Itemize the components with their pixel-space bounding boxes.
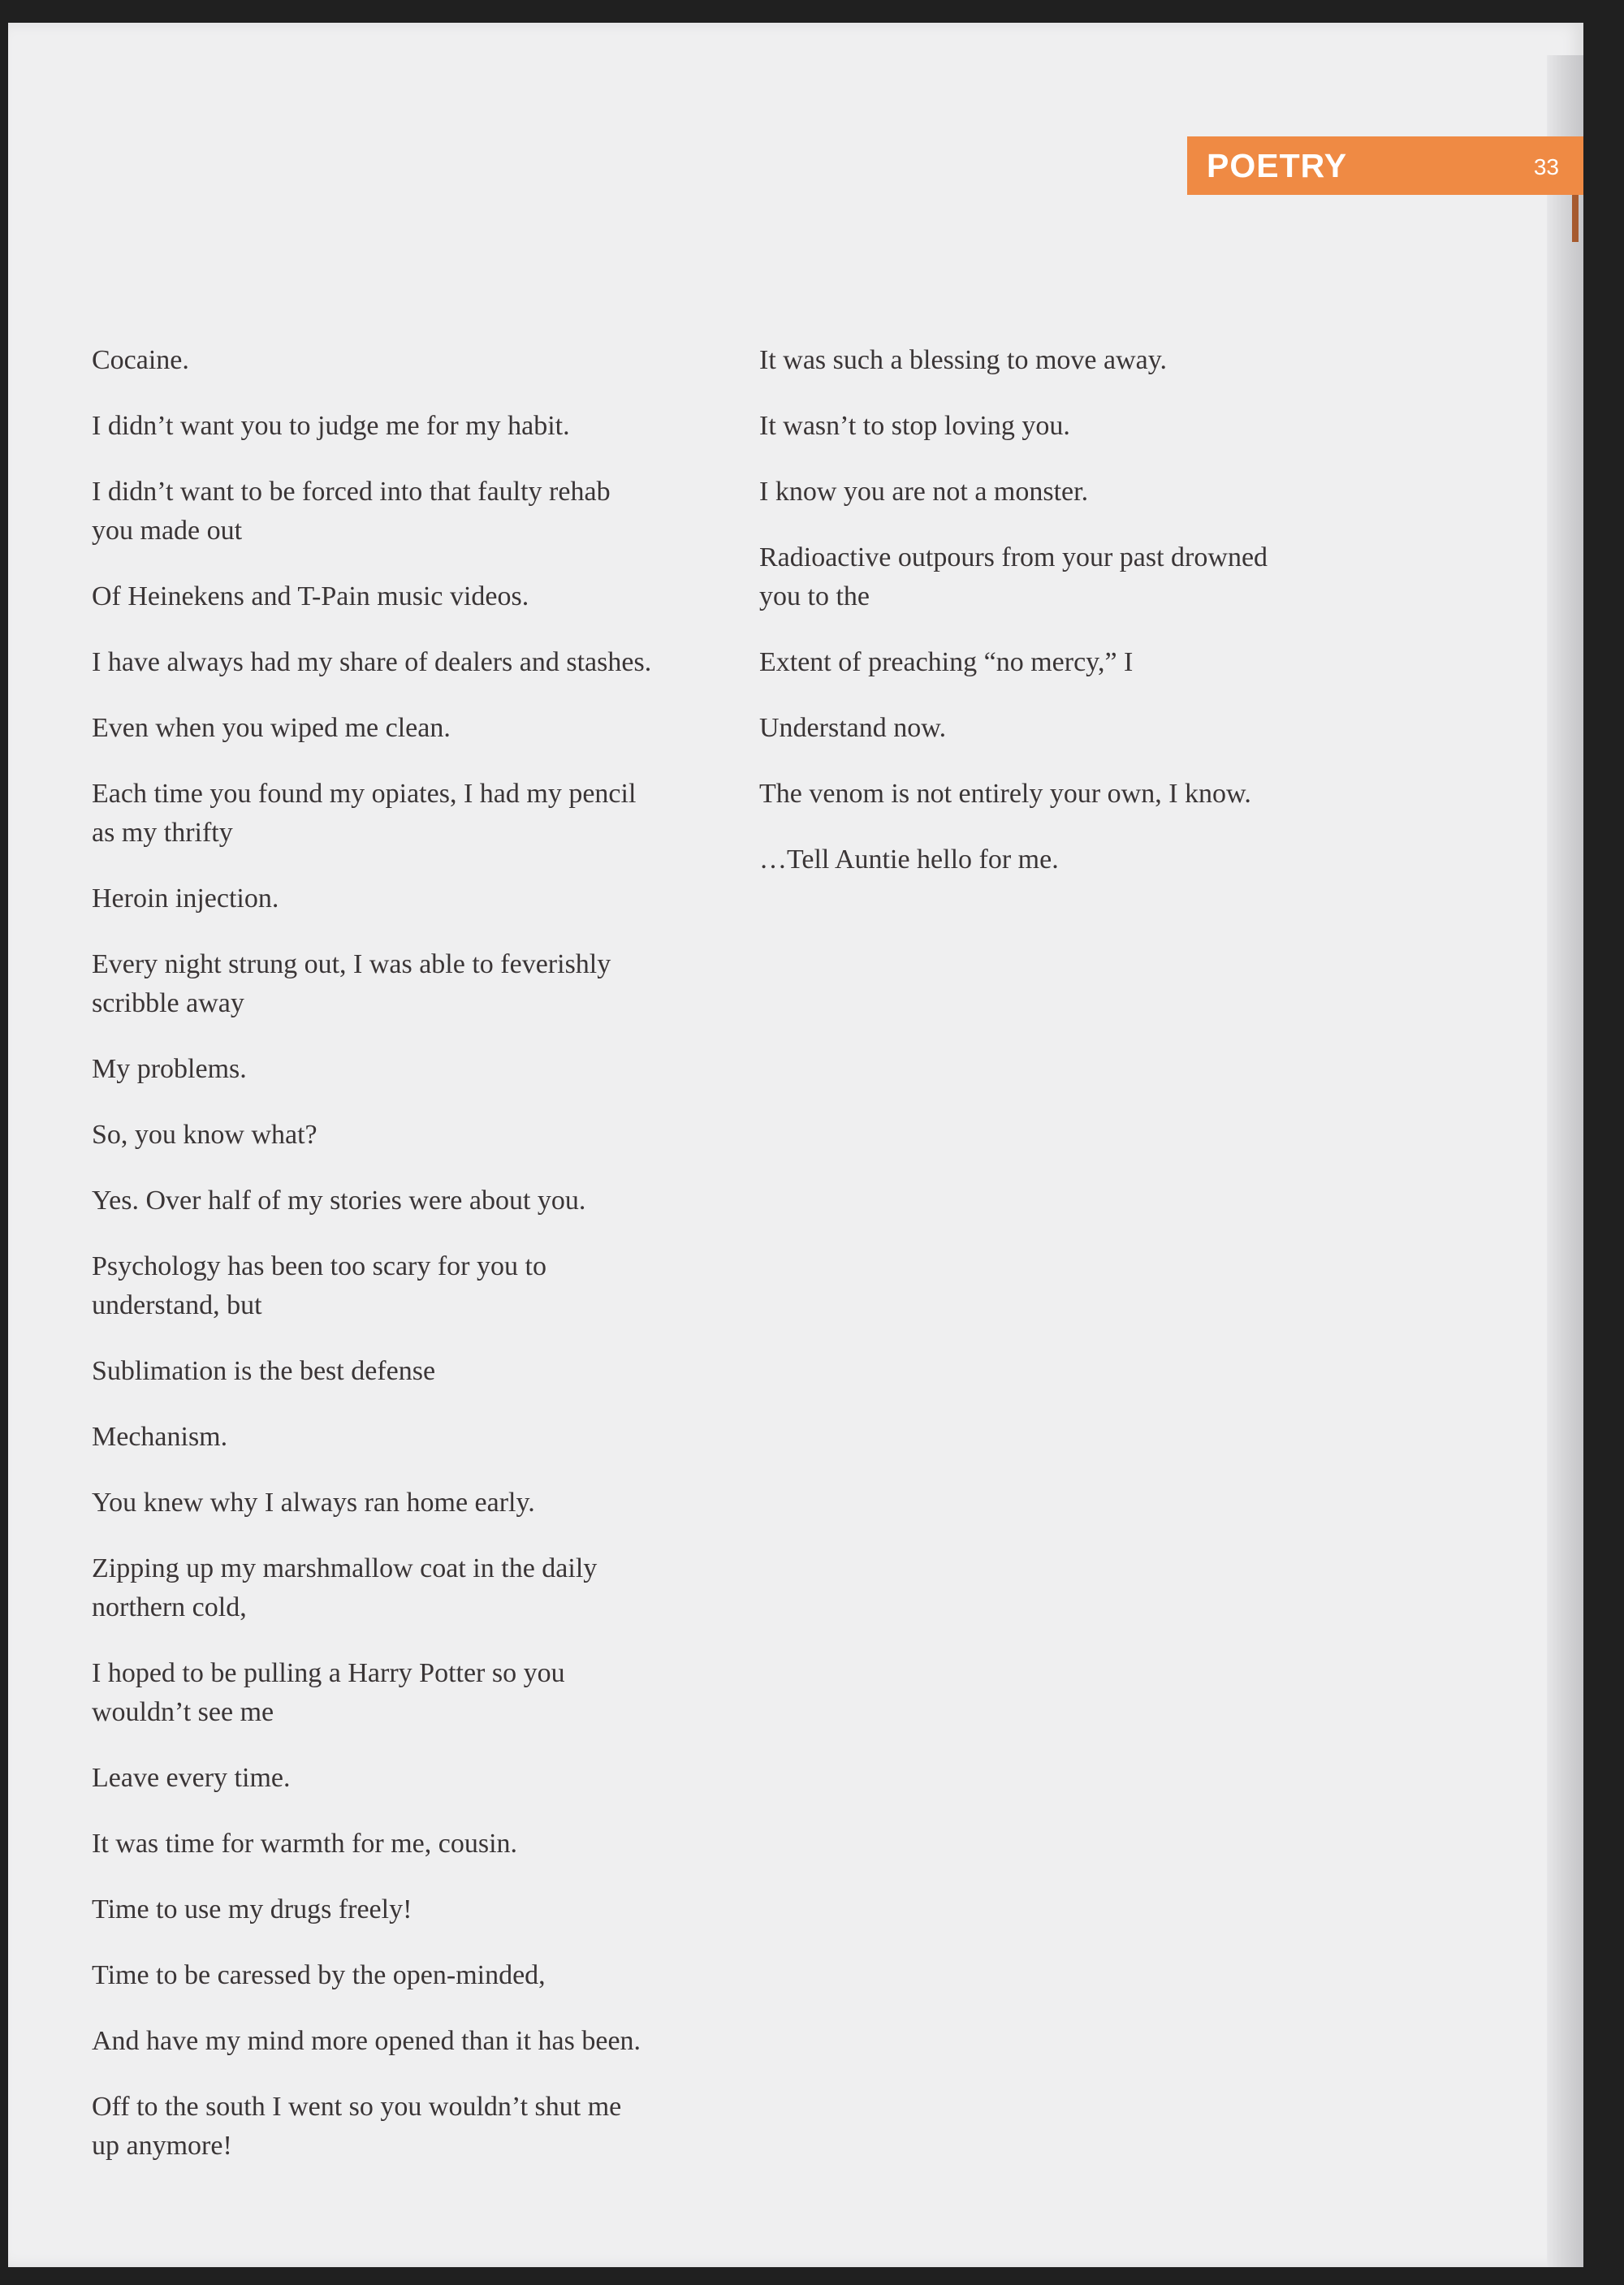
poem-line-text: Understand now. xyxy=(759,713,947,743)
poem-line xyxy=(92,945,685,1023)
poem-line xyxy=(759,775,1328,814)
poem-line xyxy=(92,1484,685,1523)
poem-line-text: understand, but xyxy=(92,1290,262,1320)
poem-line xyxy=(92,879,685,918)
poem-line xyxy=(92,1890,685,1929)
poem-line xyxy=(92,341,685,380)
poem-line-text: as my thrifty xyxy=(92,818,233,848)
section-tab xyxy=(1187,136,1583,195)
poem-line xyxy=(759,643,1328,682)
poem-line xyxy=(92,473,685,551)
poem-line-text: you to the xyxy=(759,581,870,611)
poem-line-text: …Tell Auntie hello for me. xyxy=(759,844,1059,875)
poem-line-text: northern cold, xyxy=(92,1592,247,1622)
poem-line xyxy=(92,1549,685,1627)
poem-line xyxy=(92,1116,685,1155)
poem-line xyxy=(759,840,1328,879)
poem-right-column xyxy=(759,341,1328,906)
poem-line-text: I hoped to be pulling a Harry Potter so you xyxy=(92,1658,565,1688)
poem-line-text: I didn’t want you to judge me for my habit. xyxy=(92,411,570,441)
poem-line-text: Sublimation is the best defense xyxy=(92,1356,436,1386)
poem-line-text: Extent of preaching “no mercy,” I xyxy=(759,647,1134,677)
poem-line xyxy=(759,341,1328,380)
poem-line xyxy=(92,2088,685,2166)
poem-line-text: It wasn’t to stop loving you. xyxy=(759,411,1070,441)
poem-line-text: Psychology has been too scary for you to xyxy=(92,1251,546,1281)
poem-line xyxy=(92,1352,685,1391)
poem-line-text: You knew why I always ran home early. xyxy=(92,1488,535,1518)
poem-line xyxy=(759,538,1328,616)
poem-line xyxy=(92,1654,685,1732)
poem-line xyxy=(92,1418,685,1457)
poem-line-text: wouldn’t see me xyxy=(92,1697,274,1727)
poem-line xyxy=(92,407,685,446)
poem-line-text: Mechanism. xyxy=(92,1422,228,1452)
poem-line xyxy=(759,709,1328,748)
poem-line xyxy=(92,1825,685,1864)
poem-line-text: Leave every time. xyxy=(92,1763,291,1793)
poem-line-text: I know you are not a monster. xyxy=(759,477,1089,507)
poem-line-text: you made out xyxy=(92,516,243,546)
poem-line-text: I didn’t want to be forced into that faulty rehab xyxy=(92,477,611,507)
poem-line xyxy=(759,473,1328,512)
poem-line xyxy=(92,643,685,682)
poem-line-text: Every night strung out, I was able to feverishly xyxy=(92,949,611,979)
poem-line-text: Of Heinekens and T-Pain music videos. xyxy=(92,581,529,611)
poem-line-text: Yes. Over half of my stories were about you. xyxy=(92,1186,586,1216)
poem-line-text: Time to use my drugs freely! xyxy=(92,1894,412,1924)
poem-line-text: Cocaine. xyxy=(92,345,189,375)
poem-line xyxy=(92,2022,685,2061)
poem-line-text: It was time for warmth for me, cousin. xyxy=(92,1829,518,1859)
poem-line-text: Radioactive outpours from your past drowned xyxy=(759,542,1268,572)
poem-line-text: Time to be caressed by the open-minded, xyxy=(92,1960,546,1990)
poem-line xyxy=(92,709,685,748)
poem-line-text: The venom is not entirely your own, I know. xyxy=(759,779,1251,809)
poem-line-text: scribble away xyxy=(92,988,244,1018)
poem-line-text: It was such a blessing to move away. xyxy=(759,345,1168,375)
poem-line-text: So, you know what? xyxy=(92,1120,317,1150)
poem-line xyxy=(92,1181,685,1220)
book-page xyxy=(8,23,1583,2267)
poem-line xyxy=(92,1759,685,1798)
poem-left-column xyxy=(92,341,685,2192)
page-number: 33 xyxy=(1533,154,1559,179)
poem-line xyxy=(759,407,1328,446)
poem-line xyxy=(92,1050,685,1089)
section-title: POETRY xyxy=(1207,147,1348,184)
poem-line-text: My problems. xyxy=(92,1054,247,1084)
poem-line xyxy=(92,775,685,853)
poem-line xyxy=(92,1247,685,1325)
poem-line xyxy=(92,1956,685,1995)
poem-line-text: up anymore! xyxy=(92,2131,232,2161)
poem-line-text: Off to the south I went so you wouldn’t shut me xyxy=(92,2092,622,2122)
poem-line xyxy=(92,577,685,616)
page-edge xyxy=(1547,55,1583,2267)
poem-line-text: Even when you wiped me clean. xyxy=(92,713,451,743)
poem-line-text: Zipping up my marshmallow coat in the daily xyxy=(92,1553,598,1583)
poem-line-text: I have always had my share of dealers and stashes. xyxy=(92,647,652,677)
poem-line-text: Heroin injection. xyxy=(92,883,279,914)
poem-line-text: And have my mind more opened than it has been. xyxy=(92,2026,641,2056)
poem-line-text: Each time you found my opiates, I had my pencil xyxy=(92,779,637,809)
